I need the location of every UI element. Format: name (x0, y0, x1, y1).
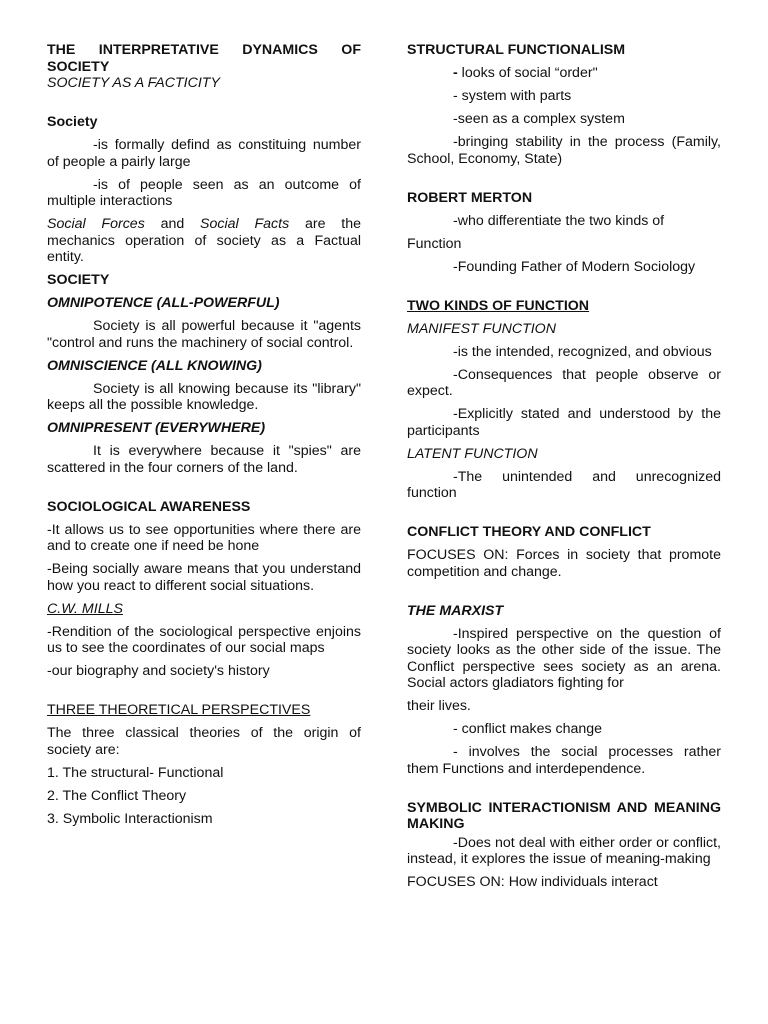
text-run: Social Forces (47, 216, 145, 232)
right-column (407, 42, 721, 897)
paragraph: -our biography and society's history (47, 663, 270, 679)
section-heading: THE INTERPRETATIVE DYNAMICS OF SOCIETY (47, 42, 361, 75)
section-gap (47, 686, 361, 702)
text-run: - (453, 65, 462, 81)
paragraph: 2. The Conflict Theory (47, 787, 187, 804)
section-heading: OMNIPOTENCE (ALL-POWERFUL) (47, 295, 280, 311)
paragraph: - involves the social processes rather them Functions and interdependence. (407, 744, 721, 777)
paragraph: LATENT FUNCTION (407, 445, 538, 462)
section-heading: Society (47, 114, 98, 130)
section-heading: SYMBOLIC INTERACTIONISM AND MEANING MAKING (407, 799, 721, 832)
paragraph: The three classical theories of the origin of society are: (47, 725, 361, 758)
section-gap (407, 174, 721, 190)
paragraph: FOCUSES ON: Forces in society that promote competition and change. (407, 547, 721, 580)
section-gap (407, 508, 721, 524)
paragraph: - system with parts (453, 88, 572, 104)
text-run: Social Facts (200, 216, 290, 232)
section-heading: OMNISCIENCE (ALL KNOWING) (47, 357, 262, 374)
text-run: are the mechanics operation of society as a Factual entity. (47, 216, 361, 265)
paragraph: Society is all powerful because it "agents "control and runs the machinery of social control. (47, 318, 361, 351)
text-run: and (144, 216, 201, 232)
paragraph: -seen as a complex system (453, 111, 625, 127)
section-heading: STRUCTURAL FUNCTIONALISM (407, 42, 626, 58)
section-heading: CONFLICT THEORY AND CONFLICT (407, 524, 651, 540)
paragraph: -Explicitly stated and understood by the participants (407, 406, 721, 439)
section-gap (47, 483, 361, 499)
paragraph: 1. The structural- Functional (47, 764, 224, 781)
paragraph: -Founding Father of Modern Sociology (453, 258, 696, 275)
paragraph: -is formally defind as constituing number of people a pairly large (47, 137, 361, 170)
paragraph: -Does not deal with either order or conflict, instead, it explores the issue of meaning-making (407, 834, 721, 867)
section-gap (407, 587, 721, 603)
left-column (47, 42, 361, 834)
section-heading: THE MARXIST (407, 602, 504, 619)
paragraph: MANIFEST FUNCTION (407, 320, 556, 337)
paragraph: THREE THEORETICAL PERSPECTIVES (47, 702, 311, 718)
section-heading: ROBERT MERTON (407, 189, 533, 206)
section-gap (407, 784, 721, 800)
paragraph: -Rendition of the sociological perspective enjoins us to see the coordinates of our social maps (47, 623, 361, 656)
paragraph: -It allows us to see opportunities where there are and to create one if need be hone (47, 521, 361, 554)
section-heading: SOCIETY (47, 272, 110, 288)
section-gap (47, 98, 361, 114)
text-run: looks of social “order" (461, 65, 598, 81)
paragraph: -Inspired perspective on the question of society looks as the other side of the issue. The Conflict perspective sees society as an arena. Social actors gladiators fighting for (407, 625, 721, 691)
section-heading: SOCIOLOGICAL AWARENESS (47, 498, 251, 515)
section-gap (407, 282, 721, 298)
paragraph: -is of people seen as an outcome of multiple interactions (47, 176, 361, 209)
paragraph: SOCIETY AS A FACTICITY (47, 75, 220, 91)
paragraph: -who differentiate the two kinds of (453, 212, 665, 229)
paragraph: -Consequences that people observe or expect. (407, 366, 721, 399)
paragraph (47, 216, 361, 266)
paragraph: -The unintended and unrecognized function (407, 468, 721, 501)
paragraph: -Being socially aware means that you understand how you react to different social situations. (47, 561, 361, 594)
paragraph: It is everywhere because it "spies" are scattered in the four corners of the land. (47, 443, 361, 476)
paragraph: C.W. MILLS (47, 600, 123, 617)
paragraph: their lives. (407, 698, 471, 714)
paragraph: Society is all knowing because its "library" keeps all the possible knowledge. (47, 380, 361, 413)
paragraph (407, 65, 721, 82)
section-heading: TWO KINDS OF FUNCTION (407, 297, 590, 314)
section-heading: OMNIPRESENT (EVERYWHERE) (47, 420, 266, 436)
paragraph: - conflict makes change (453, 721, 603, 737)
paragraph: -bringing stability in the process (Family, School, Economy, State) (407, 134, 721, 167)
paragraph: -is the intended, recognized, and obvious (453, 343, 712, 360)
paragraph: FOCUSES ON: How individuals interact (407, 874, 658, 890)
paragraph: 3. Symbolic Interactionism (47, 810, 213, 827)
paragraph: Function (407, 235, 462, 252)
